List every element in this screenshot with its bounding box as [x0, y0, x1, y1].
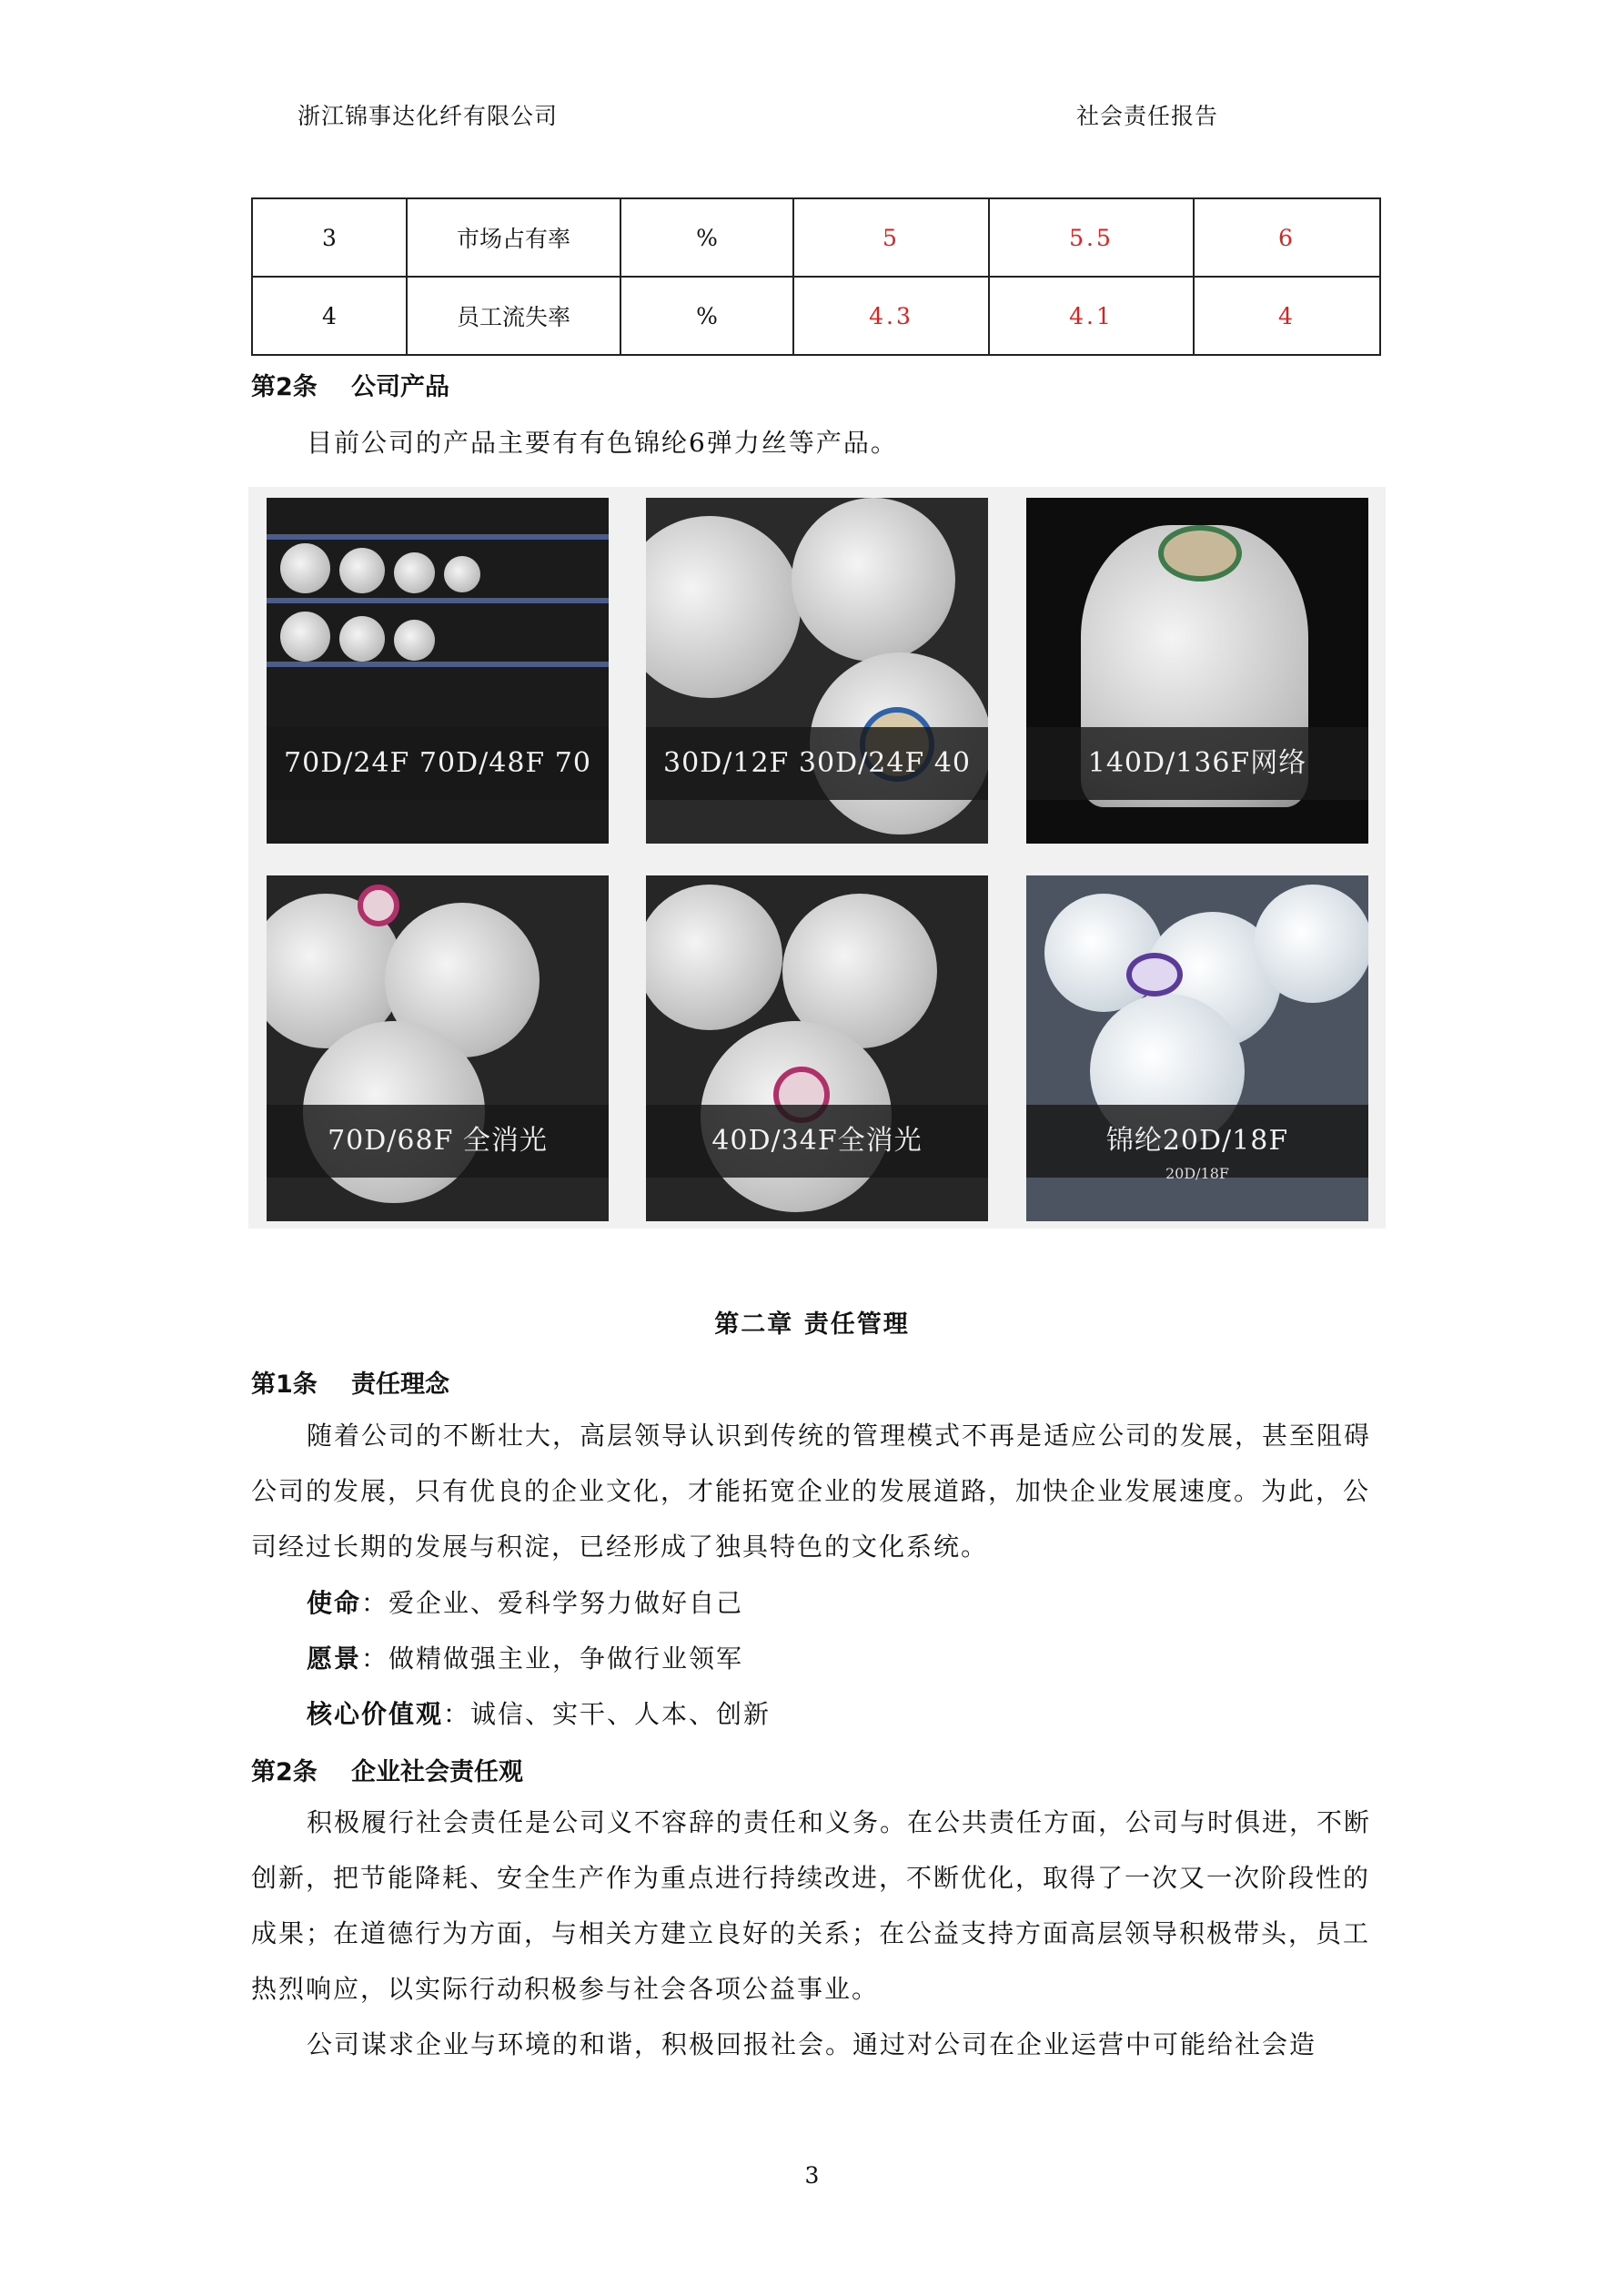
products-paragraph: 目前公司的产品主要有有色锦纶6弹力丝等产品。	[307, 428, 898, 458]
csr-paragraph-2: 公司谋求企业与环境的和谐，积极回报社会。通过对公司在企业运营中可能给社会造	[307, 2029, 1317, 2059]
product-photo	[1026, 498, 1368, 844]
row-number: 4	[252, 277, 407, 355]
article-number: 第2条	[251, 373, 318, 401]
mission-text: ：爱企业、爱科学努力做好自己	[361, 1588, 744, 1618]
mission-label: 使命	[307, 1588, 362, 1618]
value-cell: 4.3	[793, 277, 989, 355]
article-number: 第2条	[251, 1758, 318, 1786]
value-cell: 4	[1194, 277, 1380, 355]
photo-caption: 锦纶20D/18F	[1026, 1105, 1368, 1178]
photo-subcaption: 20D/18F	[1165, 1165, 1230, 1182]
values-line	[307, 1694, 771, 1731]
values-text: ：诚信、实干、人本、创新	[443, 1699, 772, 1729]
article-heading	[251, 1364, 449, 1400]
value-cell: 5	[793, 198, 989, 277]
photo-caption: 140D/136F网络	[1026, 727, 1368, 800]
article-title: 责任理念	[351, 1371, 449, 1399]
unit: %	[620, 198, 793, 277]
value-cell: 5.5	[989, 198, 1194, 277]
values-label: 核心价值观	[307, 1699, 444, 1729]
article-heading	[251, 367, 449, 402]
concept-paragraph: 随着公司的不断壮大，高层领导认识到传统的管理模式不再是适应公司的发展，甚至阻碍公司的发展，只有优良的企业文化，才能拓宽企业的发展道路，加快企业发展速度。为此，公司经过长期的发展与积淀，已经形成了独具特色的文化系统。	[251, 1421, 1372, 1562]
product-gallery	[248, 487, 1386, 1229]
value-cell: 4.1	[989, 277, 1194, 355]
table-row	[252, 198, 1380, 277]
product-photo	[646, 498, 988, 844]
product-photo	[646, 875, 988, 1221]
photo-caption: 70D/68F 全消光	[267, 1105, 609, 1178]
page-number: 3	[804, 2162, 820, 2189]
header-company: 浙江锦事达化纤有限公司	[298, 103, 559, 129]
article-title: 企业社会责任观	[351, 1758, 523, 1786]
csr-paragraph: 积极履行社会责任是公司义不容辞的责任和义务。在公共责任方面，公司与时俱进，不断创新，把节能降耗、安全生产作为重点进行持续改进，不断优化，取得了一次又一次阶段性的成果；在道德行为方面，与相关方建立良好的关系；在公益支持方面高层领导积极带头，员工热烈响应，以实际行动积极参与社会各项公益事业。	[251, 1807, 1372, 2004]
header-report-title: 社会责任报告	[1076, 103, 1219, 129]
vision-line	[307, 1639, 743, 1675]
photo-caption: 40D/34F全消光	[646, 1105, 988, 1178]
article-number: 第1条	[251, 1371, 318, 1399]
chapter-title: 第二章 责任管理	[714, 1310, 910, 1339]
row-number: 3	[252, 198, 407, 277]
indicator-name: 市场占有率	[407, 198, 620, 277]
indicator-name: 员工流失率	[407, 277, 620, 355]
vision-text: ：做精做强主业，争做行业领军	[361, 1644, 744, 1674]
article-title: 公司产品	[351, 373, 449, 401]
product-photo	[267, 875, 609, 1221]
mission-line	[307, 1583, 743, 1620]
metrics-table	[251, 197, 1381, 356]
value-cell: 6	[1194, 198, 1380, 277]
article-heading	[251, 1752, 523, 1787]
product-photo	[267, 498, 609, 844]
unit: %	[620, 277, 793, 355]
product-photo	[1026, 875, 1368, 1221]
photo-caption: 30D/12F 30D/24F 40	[646, 727, 988, 800]
vision-label: 愿景	[307, 1644, 362, 1674]
table-row	[252, 277, 1380, 355]
photo-caption: 70D/24F 70D/48F 70	[267, 727, 609, 800]
